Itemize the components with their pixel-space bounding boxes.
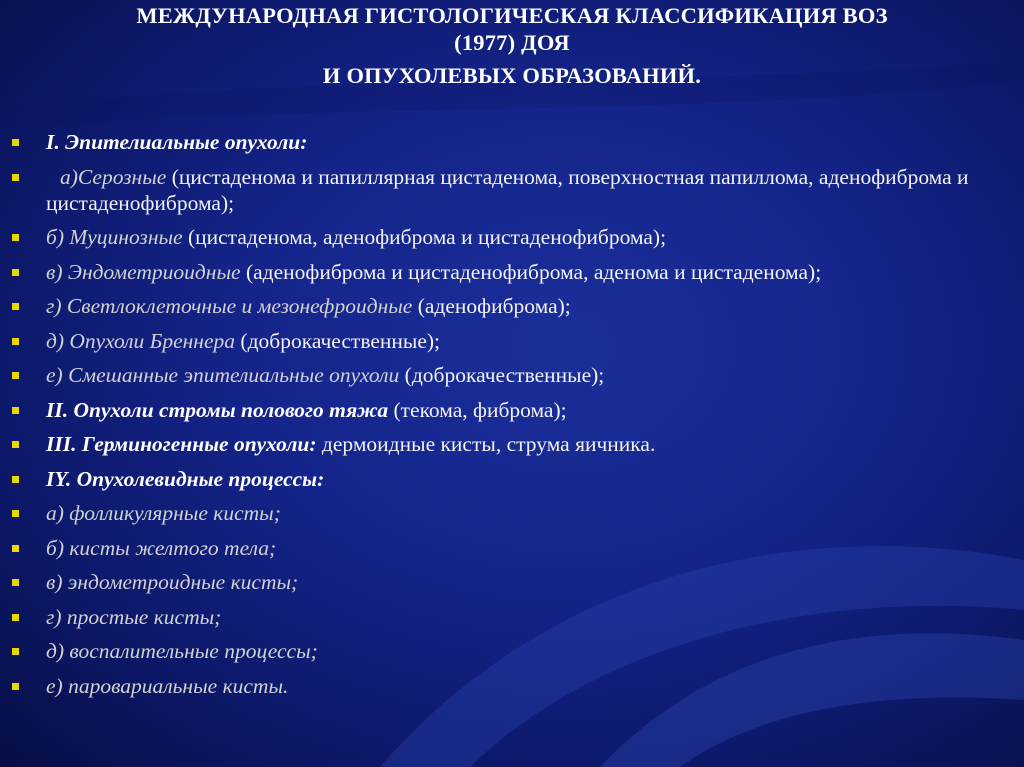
item-term: в) эндометроидные кисты;: [46, 570, 299, 594]
list-item: [0, 129, 1010, 155]
list-item: [0, 500, 1010, 526]
item-description: дермоидные кисты, струма яичника.: [316, 432, 656, 456]
item-description: (аденофиброма и цистаденофиброма, аденома и цистаденома);: [240, 259, 822, 284]
list-item: [0, 362, 1010, 388]
item-description: (аденофиброма);: [412, 294, 571, 318]
list-item: [0, 535, 1010, 561]
bullet-icon: [12, 407, 19, 414]
bullet-icon: [12, 648, 19, 655]
bullet-icon: [12, 545, 19, 552]
bullet-icon: [12, 510, 19, 517]
item-term: б) Муцинозные: [46, 225, 183, 249]
item-term: б) кисты желтого тела;: [46, 535, 277, 560]
list-item: [0, 431, 1010, 457]
bullet-icon: [12, 174, 19, 181]
bullet-icon: [12, 683, 19, 690]
list-item: [0, 259, 1010, 285]
list-item: [0, 293, 1010, 319]
bullet-icon: [12, 338, 19, 345]
section-heading: IY. Опухолевидные процессы:: [46, 466, 325, 491]
title-line-1: МЕЖДУНАРОДНАЯ ГИСТОЛОГИЧЕСКАЯ КЛАССИФИКАЦИЯ ВОЗ: [136, 3, 888, 28]
slide-title: [0, 2, 1024, 89]
bullet-icon: [12, 441, 19, 448]
item-description: (текома, фиброма);: [388, 397, 567, 422]
item-term: д) воспалительные процессы;: [46, 639, 318, 663]
bullet-icon: [12, 614, 19, 621]
list-item: [0, 466, 1010, 492]
item-description: (доброкачественные);: [399, 363, 605, 387]
list-item: [0, 569, 1010, 595]
bullet-icon: [12, 476, 19, 483]
list-item: [0, 638, 1010, 664]
list-item: [0, 164, 1010, 216]
item-term: г) простые кисты;: [46, 604, 222, 629]
item-term: е) паровариальные кисты.: [46, 673, 289, 698]
item-description: (цистаденома, аденофиброма и цистаденофиброма);: [182, 225, 667, 249]
bullet-icon: [12, 234, 19, 241]
list-item: [0, 328, 1010, 354]
bullet-icon: [12, 269, 19, 276]
item-term: а) фолликулярные кисты;: [46, 501, 281, 525]
bullet-icon: [12, 579, 19, 586]
section-heading: I. Эпителиальные опухоли:: [46, 130, 308, 154]
item-term: е) Смешанные эпителиальные опухоли: [46, 363, 400, 387]
item-term: д) Опухоли Бреннера: [46, 328, 236, 353]
bullet-icon: [12, 303, 19, 310]
list-item: [0, 604, 1010, 630]
item-term: г) Светлоклеточные и мезонефроидные: [46, 294, 413, 318]
list-item: [0, 673, 1010, 699]
item-term: а)Серозные: [60, 164, 167, 189]
title-line-2: (1977) ДОЯ: [454, 30, 570, 55]
list-item: [0, 397, 1010, 423]
bullet-icon: [12, 372, 19, 379]
item-description: (цистаденома и папиллярная цистаденома, поверхностная папиллома, аденофиброма и цистаденофиброма);: [46, 164, 969, 215]
item-description: (доброкачественные);: [235, 328, 441, 353]
bullet-icon: [12, 139, 19, 146]
list-item: [0, 224, 1010, 250]
section-heading: III. Герминогенные опухоли:: [46, 432, 317, 456]
section-heading: II. Опухоли стромы полового тяжа: [46, 397, 389, 422]
classification-list: [0, 129, 1010, 707]
item-term: в) Эндометриоидные: [46, 259, 241, 284]
title-line-3: И ОПУХОЛЕВЫХ ОБРАЗОВАНИЙ.: [322, 63, 702, 88]
